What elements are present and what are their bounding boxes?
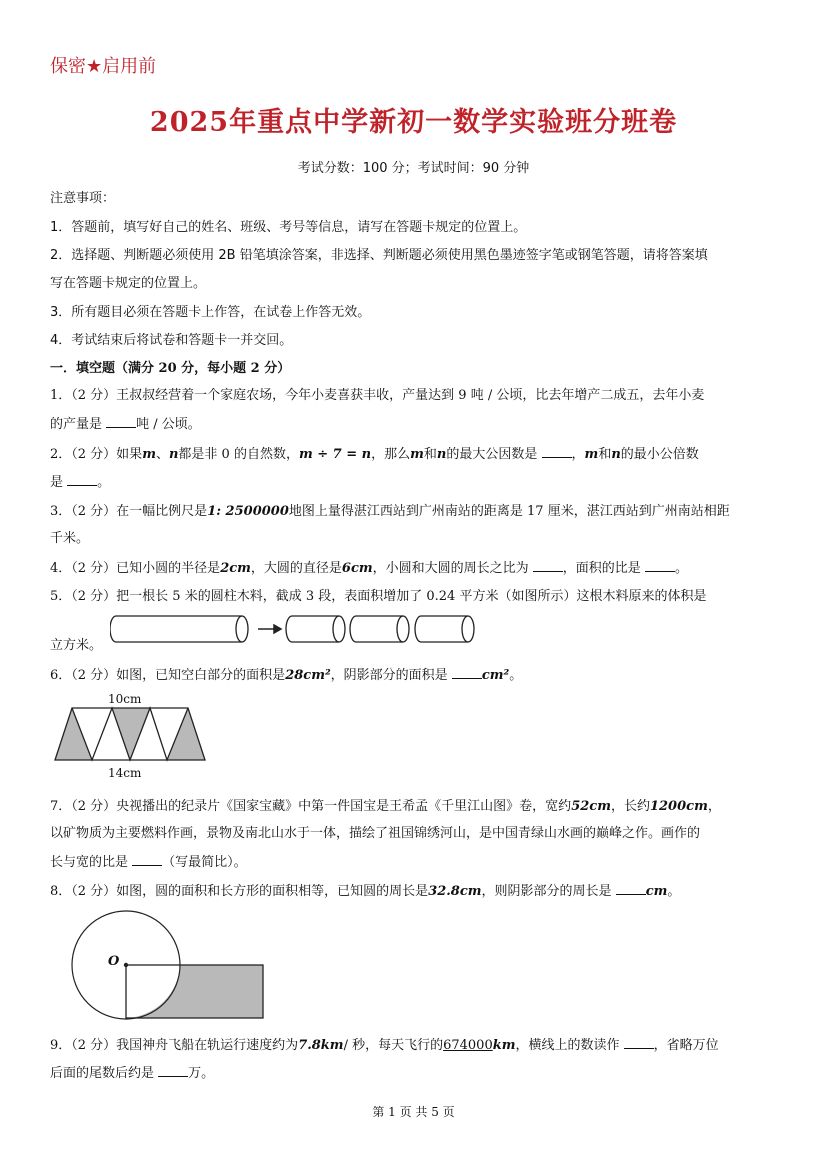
note-item: 3．所有题目必须在答题卡上作答，在试卷上作答无效。 [50, 305, 371, 320]
short-cylinder [286, 616, 345, 642]
answer-blank[interactable] [616, 882, 646, 895]
shaded-region [126, 965, 263, 1018]
shaded-triangle [167, 708, 205, 760]
question-4: 4．（2 分）已知小圆的半径是2cm，大圆的直径是6cm，小圆和大圆的周长之比为 ，面积的比是 。 [50, 561, 688, 576]
shaded-triangle [55, 708, 92, 760]
question-7-line2: 以矿物质为主要燃料作画，景物及南北山水于一体，描绘了祖国锦绣河山，是中国青绿山水画的巅峰之作。画作的 [50, 826, 701, 841]
cylinder-figure [110, 610, 480, 650]
question-1-line2: 的产量是 吨 / 公顷。 [50, 417, 201, 432]
short-cylinder [350, 616, 409, 642]
exam-meta: 考试分数：100 分；考试时间：90 分钟 [297, 161, 530, 176]
answer-blank[interactable] [645, 559, 675, 572]
question-1-line1: 1．（2 分）王叔叔经营着一个家庭农场，今年小麦喜获丰收，产量达到 9 吨 / 公顷，比去年增产二成五，去年小麦 [50, 388, 705, 403]
circle-rectangle-figure [70, 908, 270, 1023]
question-3-line2: 千米。 [50, 531, 90, 546]
answer-blank[interactable] [67, 473, 97, 486]
answer-blank[interactable] [533, 559, 563, 572]
answer-blank[interactable] [106, 415, 136, 428]
question-9-line1: 9．（2 分）我国神舟飞船在轨运行速度约为7.8km/ 秒，每天飞行的674000km，横线上的数读作 ，省略万位 [50, 1038, 719, 1053]
short-cylinder [415, 616, 474, 642]
question-2-line2: 是 。 [50, 475, 111, 490]
question-5-line1: 5．（2 分）把一根长 5 米的圆柱木料，截成 3 段，表面积增加了 0.24 平方米（如图所示）这根木料原来的体积是 [50, 589, 707, 604]
page-number: 第 1 页 共 5 页 [372, 1105, 455, 1119]
notes-heading: 注意事项： [50, 191, 116, 206]
question-2-line1: 2．（2 分）如果m、n都是非 0 的自然数，m ÷ 7 = n，那么m和n的最大公因数是 ，m和n的最小公倍数 [50, 447, 699, 462]
long-cylinder [110, 616, 248, 642]
question-9-line2: 后面的尾数后约是 万。 [50, 1066, 215, 1081]
shaded-triangle [112, 708, 150, 760]
question-5-line2: 立方米。 [50, 638, 103, 653]
note-item: 2．选择题、判断题必须使用 2B 铅笔填涂答案，非选择、判断题必须使用黑色墨迹签字笔或钢笔答题，请将答案填 [50, 248, 708, 263]
trapezoid-bottom-label: 14cm [108, 766, 142, 780]
page-title: 2025年重点中学新初一数学实验班分班卷 [149, 107, 678, 138]
answer-blank[interactable] [158, 1064, 188, 1077]
question-3-line1: 3．（2 分）在一幅比例尺是1: 2500000地图上量得湛江西站到广州南站的距离是 17 厘米，湛江西站到广州南站相距 [50, 504, 730, 519]
note-item: 1．答题前，填写好自己的姓名、班级、考号等信息，请写在答题卡规定的位置上。 [50, 220, 527, 235]
note-item: 4．考试结束后将试卷和答题卡一并交回。 [50, 333, 293, 348]
center-point [124, 963, 128, 967]
note-item: 写在答题卡规定的位置上。 [50, 276, 207, 291]
answer-blank[interactable] [542, 445, 572, 458]
trapezoid-figure [50, 705, 210, 765]
section-heading: 一．填空题（满分 20 分，每小题 2 分） [50, 361, 291, 376]
question-8: 8．（2 分）如图，圆的面积和长方形的面积相等，已知圆的周长是32.8cm，则阴影部分的周长是 cm。 [50, 884, 681, 899]
question-6: 6．（2 分）如图，已知空白部分的面积是28cm²，阴影部分的面积是 cm²。 [50, 668, 523, 683]
question-7-line1: 7．（2 分）央视播出的纪录片《国家宝藏》中第一件国宝是王希孟《千里江山图》卷，宽约52cm，长约1200cm， [50, 799, 721, 814]
answer-blank[interactable] [132, 853, 162, 866]
answer-blank[interactable] [452, 666, 482, 679]
arrow-icon [258, 625, 281, 633]
question-7-line3: 长与宽的比是 （写最简比）。 [50, 855, 247, 870]
circle-center-label: O [108, 954, 120, 969]
answer-blank[interactable] [624, 1036, 654, 1049]
secret-label: 保密★启用前 [50, 56, 157, 77]
trapezoid-top-label: 10cm [108, 692, 142, 706]
